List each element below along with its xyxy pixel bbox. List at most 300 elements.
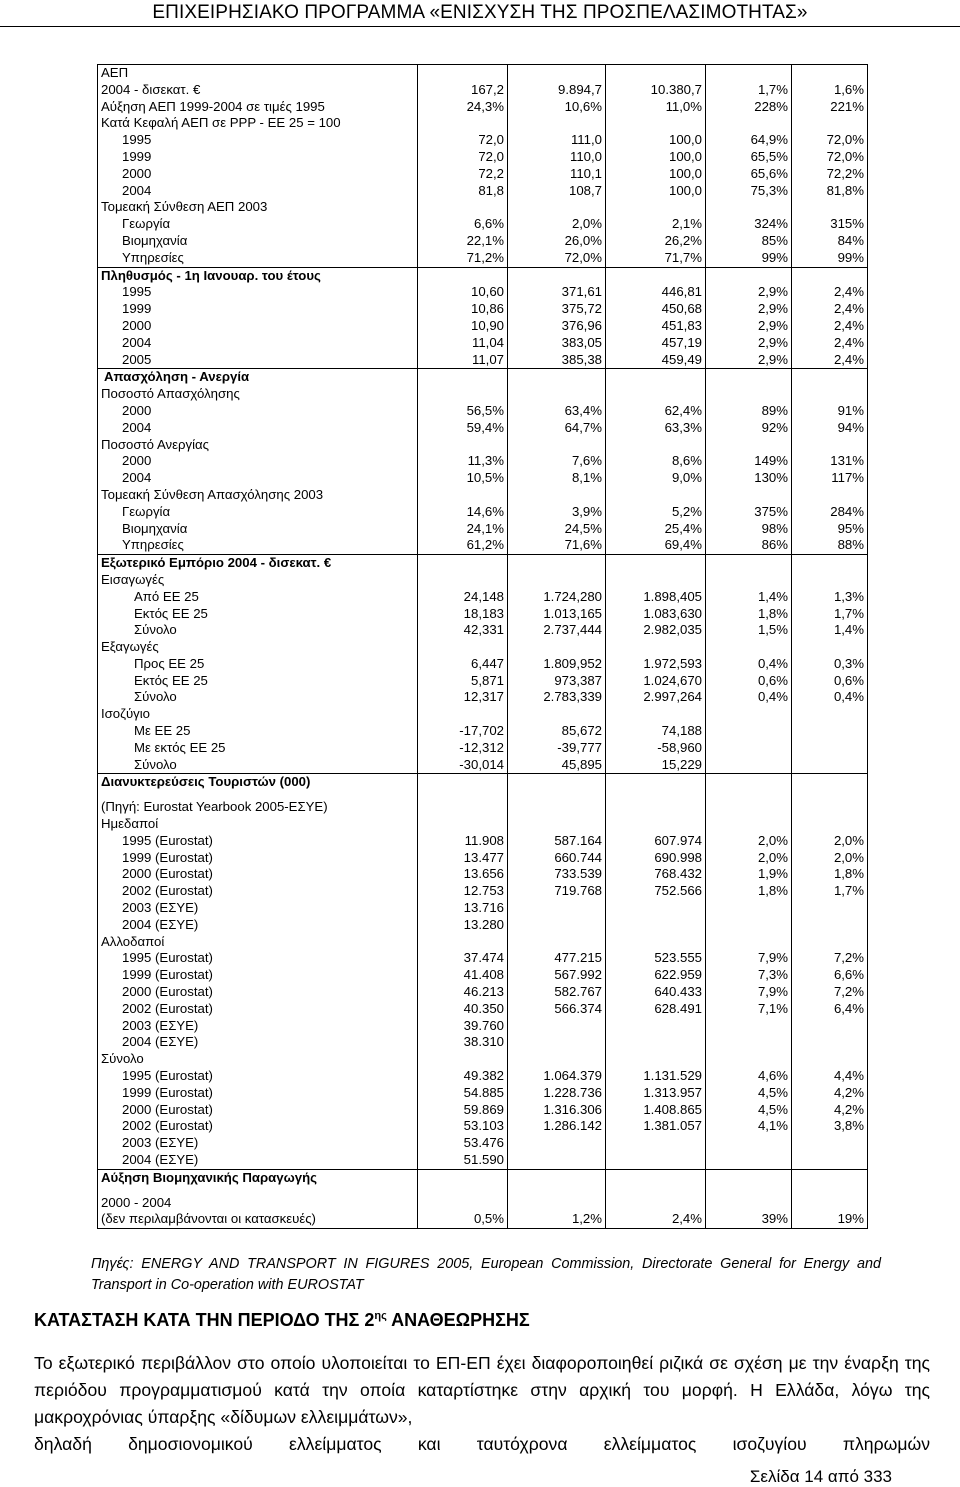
table-row xyxy=(98,606,868,623)
table-row xyxy=(98,1187,868,1195)
table-row xyxy=(98,1135,868,1152)
row-label: (Πηγή: Eurostat Yearbook 2005-ΕΣΥΕ) xyxy=(98,799,418,816)
table-cell: 13.656 xyxy=(418,866,508,883)
table-cell: 1.898,405 xyxy=(606,589,706,606)
table-cell: 95% xyxy=(792,521,868,538)
table-row xyxy=(98,335,868,352)
table-cell: 11,04 xyxy=(418,335,508,352)
table-cell: 324% xyxy=(706,216,792,233)
table-cell: 0,4% xyxy=(706,689,792,706)
table-cell xyxy=(508,199,606,216)
table-row xyxy=(98,934,868,951)
table-cell: 315% xyxy=(792,216,868,233)
table-cell: 91% xyxy=(792,403,868,420)
table-cell: 457,19 xyxy=(606,335,706,352)
table-cell xyxy=(508,1169,606,1186)
table-cell: 63,4% xyxy=(508,403,606,420)
table-cell xyxy=(706,1018,792,1035)
row-label: 2000 xyxy=(98,166,418,183)
table-row xyxy=(98,267,868,284)
table-cell xyxy=(418,1169,508,1186)
table-cell xyxy=(508,934,606,951)
table-cell xyxy=(792,1195,868,1212)
row-label: Ημεδαποί xyxy=(98,816,418,833)
table-row xyxy=(98,82,868,99)
table-cell: 1.313.957 xyxy=(606,1085,706,1102)
table-cell xyxy=(792,437,868,454)
row-label: Διανυκτερεύσεις Τουριστών (000) xyxy=(98,774,418,791)
table-cell xyxy=(706,723,792,740)
table-cell xyxy=(706,572,792,589)
table-cell: 2,0% xyxy=(706,850,792,867)
table-row xyxy=(98,639,868,656)
table-row xyxy=(98,816,868,833)
table-row xyxy=(98,689,868,706)
table-cell xyxy=(418,487,508,504)
row-label: Εκτός ΕΕ 25 xyxy=(98,606,418,623)
table-row xyxy=(98,166,868,183)
table-cell: 10,60 xyxy=(418,284,508,301)
table-cell: 18,183 xyxy=(418,606,508,623)
table-cell xyxy=(706,65,792,82)
table-row xyxy=(98,369,868,386)
table-cell xyxy=(792,723,868,740)
table-row xyxy=(98,774,868,791)
table-cell: 39% xyxy=(706,1211,792,1228)
row-label: 2004 xyxy=(98,335,418,352)
table-row xyxy=(98,149,868,166)
row-label: Υπηρεσίες xyxy=(98,537,418,554)
table-cell: -17,702 xyxy=(418,723,508,740)
table-cell: -30,014 xyxy=(418,757,508,774)
table-cell: 622.959 xyxy=(606,967,706,984)
table-cell xyxy=(508,115,606,132)
table-cell xyxy=(606,639,706,656)
row-label: Σύνολο xyxy=(98,1051,418,1068)
table-cell: 10,6% xyxy=(508,99,606,116)
row-label: Τομεακή Σύνθεση ΑΕΠ 2003 xyxy=(98,199,418,216)
table-cell: 2,4% xyxy=(792,335,868,352)
table-cell xyxy=(508,917,606,934)
table-cell xyxy=(606,1018,706,1035)
table-cell: 1,2% xyxy=(508,1211,606,1228)
table-cell: 62,4% xyxy=(606,403,706,420)
table-cell: 38.310 xyxy=(418,1034,508,1051)
table-cell: 49.382 xyxy=(418,1068,508,1085)
table-row xyxy=(98,99,868,116)
paragraph-text: Το εξωτερικό περιβάλλον στο οποίο υλοποιείται το ΕΠ-ΕΠ έχει διαφοροποιηθεί ριζικά σε σχέση με την έναρξη της περιόδου προγραμματισμού κατά την οποία καταρτίστηκε στην αρχική του μορφή. Η Ελλάδα, λόγω της μακροχρόνιας ύπαρξης «δίδυμων ελλειμμάτων», xyxy=(34,1353,930,1427)
table-cell: 1,8% xyxy=(792,866,868,883)
table-cell: 752.566 xyxy=(606,883,706,900)
table-cell xyxy=(508,900,606,917)
table-cell xyxy=(508,1135,606,1152)
table-row xyxy=(98,850,868,867)
table-cell: 385,38 xyxy=(508,352,606,369)
table-row xyxy=(98,740,868,757)
table-cell xyxy=(508,369,606,386)
table-cell: 111,0 xyxy=(508,132,606,149)
row-label: Αύξηση ΑΕΠ 1999-2004 σε τιμές 1995 xyxy=(98,99,418,116)
table-cell xyxy=(706,555,792,572)
table-cell: 6,447 xyxy=(418,656,508,673)
row-label: 1995 (Eurostat) xyxy=(98,833,418,850)
row-label: 1995 (Eurostat) xyxy=(98,950,418,967)
table-cell: 99% xyxy=(706,250,792,267)
statistics-table xyxy=(97,64,868,1229)
table-cell xyxy=(508,816,606,833)
table-cell xyxy=(508,706,606,723)
table-row xyxy=(98,352,868,369)
table-cell: 98% xyxy=(706,521,792,538)
table-cell xyxy=(606,386,706,403)
table-row xyxy=(98,706,868,723)
table-cell: 376,96 xyxy=(508,318,606,335)
table-row xyxy=(98,1018,868,1035)
row-label: 1995 (Eurostat) xyxy=(98,1068,418,1085)
table-cell xyxy=(706,1034,792,1051)
table-cell xyxy=(706,1195,792,1212)
row-label: 2002 (Eurostat) xyxy=(98,1118,418,1135)
table-cell: 149% xyxy=(706,453,792,470)
table-row xyxy=(98,799,868,816)
table-cell: 2,9% xyxy=(706,301,792,318)
table-cell xyxy=(418,115,508,132)
row-label: Αύξηση Βιομηχανικής Παραγωγής xyxy=(98,1169,418,1186)
table-cell: 2,0% xyxy=(508,216,606,233)
table-cell: 9.894,7 xyxy=(508,82,606,99)
table-cell xyxy=(792,757,868,774)
table-cell: 0,5% xyxy=(418,1211,508,1228)
table-cell xyxy=(792,816,868,833)
table-cell: 4,2% xyxy=(792,1102,868,1119)
table-cell: 1.024,670 xyxy=(606,673,706,690)
table-cell: 2,0% xyxy=(706,833,792,850)
table-cell: 130% xyxy=(706,470,792,487)
table-cell: 110,0 xyxy=(508,149,606,166)
table-cell xyxy=(508,1187,606,1195)
table-cell: 371,61 xyxy=(508,284,606,301)
table-cell xyxy=(508,1195,606,1212)
table-cell: 690.998 xyxy=(606,850,706,867)
table-row xyxy=(98,437,868,454)
table-cell: 2,0% xyxy=(792,833,868,850)
row-label: 1995 xyxy=(98,132,418,149)
table-cell xyxy=(508,1034,606,1051)
row-label xyxy=(98,791,418,799)
table-row xyxy=(98,537,868,554)
table-row xyxy=(98,199,868,216)
table-cell xyxy=(606,917,706,934)
table-row xyxy=(98,284,868,301)
table-cell xyxy=(606,437,706,454)
table-cell: 1,4% xyxy=(792,622,868,639)
row-label: Σύνολο xyxy=(98,689,418,706)
table-cell: 221% xyxy=(792,99,868,116)
table-cell xyxy=(606,1034,706,1051)
table-cell xyxy=(508,437,606,454)
section-title xyxy=(34,1310,530,1331)
row-label: Βιομηχανία xyxy=(98,521,418,538)
table-cell: 72,2% xyxy=(792,166,868,183)
table-cell: 71,2% xyxy=(418,250,508,267)
table-cell: 1.316.306 xyxy=(508,1102,606,1119)
table-cell xyxy=(706,369,792,386)
table-cell: 13.280 xyxy=(418,917,508,934)
table-cell: 587.164 xyxy=(508,833,606,850)
table-cell: 12.753 xyxy=(418,883,508,900)
table-cell xyxy=(792,369,868,386)
table-cell: 24,3% xyxy=(418,99,508,116)
table-cell: 6,6% xyxy=(792,967,868,984)
table-cell: 4,6% xyxy=(706,1068,792,1085)
row-label: Εξωτερικό Εμπόριο 2004 - δισεκατ. € xyxy=(98,555,418,572)
table-cell xyxy=(508,1018,606,1035)
table-cell: 100,0 xyxy=(606,149,706,166)
table-cell xyxy=(706,1135,792,1152)
table-cell xyxy=(792,267,868,284)
table-cell: 63,3% xyxy=(606,420,706,437)
table-cell xyxy=(418,65,508,82)
table-cell: -58,960 xyxy=(606,740,706,757)
row-label: 1999 (Eurostat) xyxy=(98,1085,418,1102)
table-cell: 108,7 xyxy=(508,183,606,200)
table-cell: 1.809,952 xyxy=(508,656,606,673)
table-cell: 1.013,165 xyxy=(508,606,606,623)
table-cell: 4,2% xyxy=(792,1085,868,1102)
statistics-table-body xyxy=(98,65,868,1229)
table-cell: 71,6% xyxy=(508,537,606,554)
table-cell: 2,4% xyxy=(792,318,868,335)
table-cell xyxy=(606,369,706,386)
table-cell: 72,0 xyxy=(418,149,508,166)
row-label: Με ΕΕ 25 xyxy=(98,723,418,740)
table-cell xyxy=(606,791,706,799)
table-cell: 582.767 xyxy=(508,984,606,1001)
table-cell xyxy=(418,386,508,403)
table-cell: 2,9% xyxy=(706,318,792,335)
table-cell: 86% xyxy=(706,537,792,554)
row-label: 1999 (Eurostat) xyxy=(98,967,418,984)
table-cell: 1.131.529 xyxy=(606,1068,706,1085)
table-cell: 10.380,7 xyxy=(606,82,706,99)
table-cell: 92% xyxy=(706,420,792,437)
table-cell xyxy=(706,791,792,799)
table-row xyxy=(98,900,868,917)
table-cell xyxy=(418,816,508,833)
body-paragraph xyxy=(34,1350,930,1458)
page-number xyxy=(750,1467,892,1487)
table-cell xyxy=(792,917,868,934)
table-row xyxy=(98,572,868,589)
table-cell xyxy=(706,934,792,951)
table-cell: 6,6% xyxy=(418,216,508,233)
section-title-text: ΚΑΤΑΣΤΑΣΗ ΚΑΤΑ ΤΗΝ ΠΕΡΙΟΔΟ ΤΗΣ 2 xyxy=(34,1310,375,1330)
row-label: 2000 (Eurostat) xyxy=(98,1102,418,1119)
table-cell xyxy=(606,934,706,951)
table-cell: 1.408.865 xyxy=(606,1102,706,1119)
table-row xyxy=(98,301,868,318)
table-row xyxy=(98,403,868,420)
table-row xyxy=(98,233,868,250)
table-row xyxy=(98,216,868,233)
row-label: 1999 xyxy=(98,301,418,318)
row-label xyxy=(98,1187,418,1195)
table-cell: 0,4% xyxy=(706,656,792,673)
table-cell xyxy=(792,900,868,917)
table-cell xyxy=(706,1187,792,1195)
table-cell: 973,387 xyxy=(508,673,606,690)
table-cell xyxy=(792,487,868,504)
table-cell: 72,0% xyxy=(792,132,868,149)
table-cell xyxy=(606,115,706,132)
table-cell: 1,8% xyxy=(706,606,792,623)
table-row xyxy=(98,883,868,900)
row-label: Εκτός ΕΕ 25 xyxy=(98,673,418,690)
table-cell: 24,148 xyxy=(418,589,508,606)
table-cell: 2,4% xyxy=(792,284,868,301)
table-cell: 72,2 xyxy=(418,166,508,183)
table-cell: 7,6% xyxy=(508,453,606,470)
table-cell: 7,1% xyxy=(706,1001,792,1018)
table-cell xyxy=(792,572,868,589)
table-cell xyxy=(706,199,792,216)
table-cell xyxy=(418,1051,508,1068)
table-cell: 2.997,264 xyxy=(606,689,706,706)
table-cell: 2.737,444 xyxy=(508,622,606,639)
table-cell xyxy=(508,639,606,656)
table-cell xyxy=(706,267,792,284)
table-cell: 4,1% xyxy=(706,1118,792,1135)
table-cell xyxy=(706,639,792,656)
row-label: 2005 xyxy=(98,352,418,369)
table-cell xyxy=(792,639,868,656)
table-cell xyxy=(606,774,706,791)
table-cell: 26,2% xyxy=(606,233,706,250)
table-cell: 75,3% xyxy=(706,183,792,200)
row-label: 2000 xyxy=(98,453,418,470)
table-cell: 0,6% xyxy=(706,673,792,690)
table-cell xyxy=(792,199,868,216)
table-cell xyxy=(706,757,792,774)
table-cell: 660.744 xyxy=(508,850,606,867)
table-cell: 11,07 xyxy=(418,352,508,369)
table-cell: 2,1% xyxy=(606,216,706,233)
row-label: 2003 (ΕΣΥΕ) xyxy=(98,1135,418,1152)
table-cell xyxy=(606,267,706,284)
row-label: Με εκτός ΕΕ 25 xyxy=(98,740,418,757)
table-cell xyxy=(418,934,508,951)
table-cell xyxy=(706,1152,792,1169)
table-cell: 53.103 xyxy=(418,1118,508,1135)
table-row xyxy=(98,1051,868,1068)
table-row xyxy=(98,318,868,335)
table-cell xyxy=(418,639,508,656)
table-cell xyxy=(606,555,706,572)
table-cell xyxy=(606,1195,706,1212)
table-cell: 59,4% xyxy=(418,420,508,437)
table-cell: 477.215 xyxy=(508,950,606,967)
table-cell: 1.381.057 xyxy=(606,1118,706,1135)
table-cell xyxy=(706,115,792,132)
row-label: 2004 (ΕΣΥΕ) xyxy=(98,1034,418,1051)
row-label: Γεωργία xyxy=(98,216,418,233)
table-row xyxy=(98,470,868,487)
table-cell xyxy=(418,706,508,723)
table-cell: 40.350 xyxy=(418,1001,508,1018)
table-cell: 284% xyxy=(792,504,868,521)
table-cell xyxy=(508,791,606,799)
table-cell: 8,1% xyxy=(508,470,606,487)
row-label: 2004 xyxy=(98,183,418,200)
table-cell: 523.555 xyxy=(606,950,706,967)
table-cell: 1,7% xyxy=(792,883,868,900)
table-row xyxy=(98,453,868,470)
table-cell xyxy=(706,900,792,917)
table-row xyxy=(98,1169,868,1186)
row-label: 2000 (Eurostat) xyxy=(98,984,418,1001)
table-cell: 64,9% xyxy=(706,132,792,149)
table-cell: 2,4% xyxy=(606,1211,706,1228)
table-cell: 13.477 xyxy=(418,850,508,867)
table-cell xyxy=(418,572,508,589)
table-row xyxy=(98,950,868,967)
table-cell: 7,2% xyxy=(792,984,868,1001)
row-label: 2004 xyxy=(98,420,418,437)
table-cell: 59.869 xyxy=(418,1102,508,1119)
document-header xyxy=(0,0,960,27)
table-cell: 14,6% xyxy=(418,504,508,521)
table-row xyxy=(98,656,868,673)
table-cell: 1.724,280 xyxy=(508,589,606,606)
table-cell: 100,0 xyxy=(606,132,706,149)
table-cell: 1,9% xyxy=(706,866,792,883)
row-label: 2002 (Eurostat) xyxy=(98,1001,418,1018)
table-cell: 0,4% xyxy=(792,689,868,706)
table-cell: 2.982,035 xyxy=(606,622,706,639)
table-cell: 10,5% xyxy=(418,470,508,487)
table-cell xyxy=(792,799,868,816)
table-cell: 375% xyxy=(706,504,792,521)
table-cell: 131% xyxy=(792,453,868,470)
table-cell xyxy=(606,199,706,216)
row-label: ΑΕΠ xyxy=(98,65,418,82)
row-label: 2002 (Eurostat) xyxy=(98,883,418,900)
table-cell xyxy=(706,816,792,833)
table-cell: 1,7% xyxy=(706,82,792,99)
table-row xyxy=(98,132,868,149)
table-row xyxy=(98,1001,868,1018)
table-cell xyxy=(508,774,606,791)
table-cell: 1,4% xyxy=(706,589,792,606)
table-cell xyxy=(508,555,606,572)
table-cell xyxy=(706,799,792,816)
row-label: 1995 xyxy=(98,284,418,301)
table-cell xyxy=(792,65,868,82)
table-cell: 72,0% xyxy=(792,149,868,166)
table-cell xyxy=(792,740,868,757)
row-label: 2003 (ΕΣΥΕ) xyxy=(98,900,418,917)
table-cell: 51.590 xyxy=(418,1152,508,1169)
table-cell: 100,0 xyxy=(606,166,706,183)
table-cell: 25,4% xyxy=(606,521,706,538)
table-row xyxy=(98,555,868,572)
table-cell xyxy=(418,369,508,386)
row-label: 2000 - 2004 xyxy=(98,1195,418,1212)
table-row xyxy=(98,250,868,267)
table-cell: 85% xyxy=(706,233,792,250)
table-cell: 567.992 xyxy=(508,967,606,984)
table-row xyxy=(98,833,868,850)
